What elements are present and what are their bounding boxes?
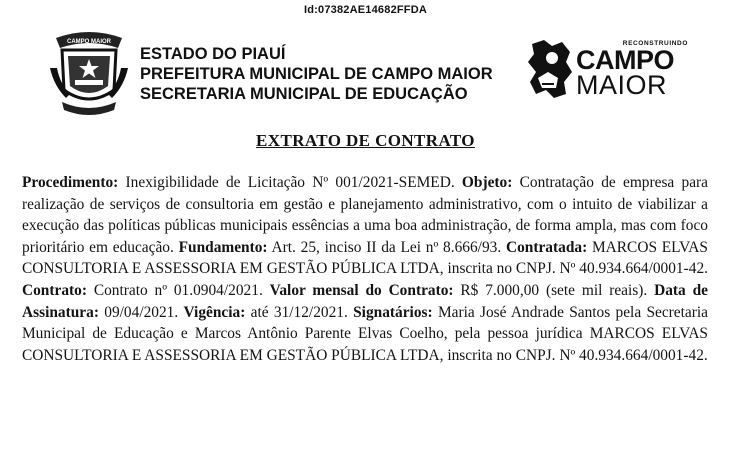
document-title: EXTRATO DE CONTRATO [256,131,475,150]
objeto-text: Contratação de empresa para realização de serviços de consultoria em gestão e planejamento administrativo, com o intuito de viabilizar a execução das políticas públicas municipais essências a uma boa administração, de forma ampla, mas com foco prioritário em educação. [22,174,708,256]
crest-banner-text: CAMPO MAIOR [67,39,111,45]
fundamento-text: Art. 25, inciso II da Lei nº 8.666/93. [267,238,506,256]
department-name: SECRETARIA MUNICIPAL DE EDUCAÇÃO [140,85,468,103]
contract-paragraph [22,172,708,366]
contract-body [22,172,708,366]
document-id: Id:07382AE14682FFDA [303,4,428,16]
municipal-crest-icon [48,28,130,116]
contratada-label: Contratada: [505,238,588,256]
valor-label: Valor mensal do Contrato: [269,281,454,299]
objeto-label: Objeto: [461,174,513,191]
logo-word-campo: CAMPO [576,45,674,75]
state-name: ESTADO DO PIAUÍ [140,45,286,63]
vigencia-label: Vigência: [183,303,246,321]
organization-block [140,44,493,104]
contrato-label: Contrato: [22,281,87,299]
procedimento-text: Inexigibilidade de Licitação Nº 001/2021-SEMED. [118,174,462,191]
valor-text: R$ 7.000,00 (sete mil reais). [453,281,655,299]
assinatura-text: 09/04/2021. [98,303,184,321]
campaign-logo [576,40,688,100]
assinatura-label: Data de Assinatura: [22,281,709,321]
logo-word-maior: MAIOR [576,70,668,100]
vigencia-text: até 31/12/2021. [245,303,354,321]
contrato-text: Contrato nº 01.0904/2021. [86,281,270,299]
city-hall-name: PREFEITURA MUNICIPAL DE CAMPO MAIOR [140,65,493,83]
signatarios-text: Maria José Andrade Santos pela Secretaria Municipal de Educação e Marcos Antônio Parente Elvas Coelho, pela pessoa jurídica MARCOS ELVAS CONSULTORIA E ASSESSORIA EM GESTÃO PÚBLICA LTDA, inscrita no CNPJ. Nº 40.934.664/0001-42. [22,303,708,364]
procedimento-label: Procedimento: [22,174,119,191]
signatarios-label: Signatários: [353,303,433,321]
fundamento-label: Fundamento: [178,238,268,256]
letterhead [48,28,688,118]
city-map-logo-icon [526,38,574,100]
contratada-text: MARCOS ELVAS CONSULTORIA E ASSESSORIA EM GESTÃO PÚBLICA LTDA, inscrita no CNPJ. Nº 40.934.664/0001-42. [22,238,708,278]
logo-tagline: RECONSTRUINDO [622,40,688,47]
